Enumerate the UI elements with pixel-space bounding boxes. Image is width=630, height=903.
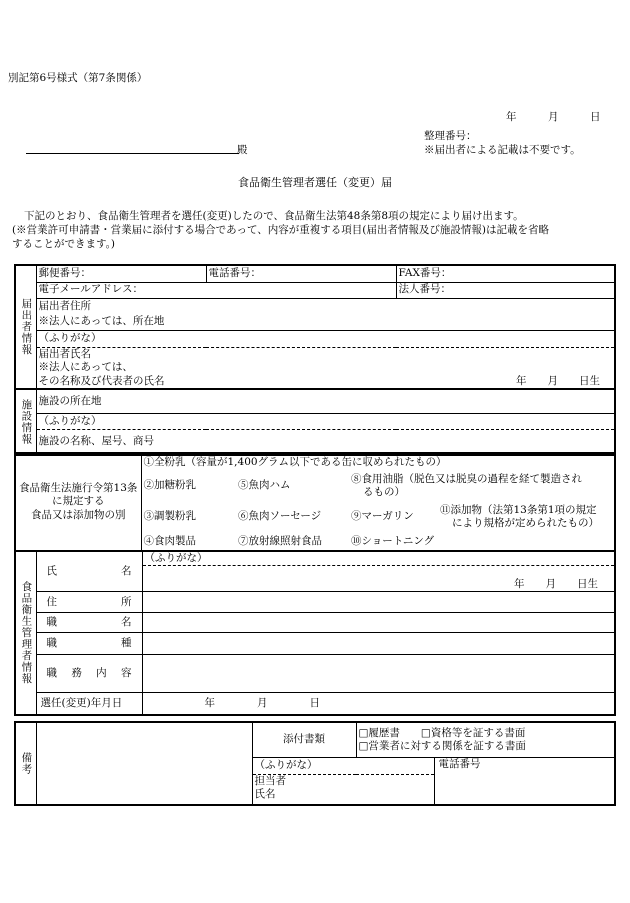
manager-job-type-field[interactable] xyxy=(142,633,615,655)
food-item-11-line1: ⑪添加物（法第13条第1項の規定 xyxy=(440,503,597,516)
applicant-name-row xyxy=(36,375,615,389)
food-item-3[interactable]: ③調製粉乳 xyxy=(143,510,196,523)
food-item-8-line2: るもの） xyxy=(363,486,405,498)
contact-name-field[interactable] xyxy=(252,774,434,805)
attachment-relation-checkbox[interactable]: □営業者に対する関係を証する書面 xyxy=(358,739,526,752)
reference-number-label: 整理番号： xyxy=(424,130,477,142)
remarks-section-label: 備考 xyxy=(15,722,36,805)
submission-date: 年 月 日 xyxy=(506,111,601,123)
applicant-name-label[interactable] xyxy=(36,347,615,375)
food-category-label xyxy=(15,453,141,551)
food-item-8[interactable] xyxy=(351,471,615,501)
food-item-11[interactable] xyxy=(438,501,615,533)
food-item-1[interactable]: ①全粉乳（容量が1,400グラム以下である缶に収められたもの） xyxy=(143,455,447,468)
manager-job-title-label: 職 名 xyxy=(36,613,142,633)
email-label[interactable]: 電子メールアドレス： xyxy=(36,282,396,298)
page-title: 食品衛生管理者選任（変更）届 xyxy=(238,176,392,189)
facility-furigana[interactable]: （ふりがな） xyxy=(36,413,615,429)
contact-name-line1: 担当者 xyxy=(254,774,286,787)
applicant-address-label[interactable]: 届出者住所 xyxy=(36,298,615,314)
intro-note: (※営業許可申請書・営業届に添付する場合であって、内容が重複する項目(届出者情報及び施設情報)は記載を省略 xyxy=(12,224,549,236)
facility-name-label[interactable]: 施設の名称、屋号、商号 xyxy=(36,429,615,455)
attachment-resume-checkbox[interactable]: □履歴書 □資格等を証する書面 xyxy=(358,726,526,739)
manager-address-field[interactable] xyxy=(142,592,615,613)
applicant-section-label: 届出者情報 xyxy=(15,265,36,389)
manager-table xyxy=(14,550,616,716)
food-item-5[interactable]: ⑤魚肉ハム xyxy=(238,479,291,492)
attachments-options[interactable] xyxy=(356,722,615,757)
contact-name-line2: 氏名 xyxy=(254,787,276,800)
food-label-line1: 食品衛生法施行令第13条 xyxy=(19,482,138,495)
food-item-8-line1: ⑧食用油脂（脱色又は脱臭の過程を経て製造され xyxy=(351,472,582,485)
manager-name-label: 氏 名 xyxy=(36,551,142,592)
manager-name-field[interactable] xyxy=(142,566,615,592)
applicant-name-line1: 届出者氏名 xyxy=(38,347,91,360)
food-item-7[interactable]: ⑦放射線照射食品 xyxy=(238,534,322,547)
food-category-table xyxy=(14,452,616,552)
manager-address-label: 住 所 xyxy=(36,592,142,613)
attachments-label: 添付書類 xyxy=(252,722,356,757)
form-number: 別記第6号様式（第7条関係） xyxy=(8,72,148,84)
manager-job-type-label: 職 種 xyxy=(36,633,142,655)
fax-label[interactable]: FAX番号： xyxy=(396,265,615,282)
applicant-birth-date: 年 月 日生 xyxy=(516,375,600,387)
intro-note-cont: することができます。) xyxy=(12,238,116,250)
applicant-facility-table xyxy=(14,264,616,456)
addressee-suffix: 殿 xyxy=(237,144,248,156)
manager-duties-field[interactable] xyxy=(142,655,615,693)
remarks-field[interactable] xyxy=(36,722,252,805)
food-label-line3: 食品又は添加物の別 xyxy=(31,508,126,521)
applicant-name-line2: ※法人にあっては、 xyxy=(38,360,133,373)
food-item-2[interactable]: ②加糖粉乳 xyxy=(143,479,196,492)
food-item-9[interactable]: ⑨マーガリン xyxy=(351,510,414,523)
food-item-4[interactable]: ④食肉製品 xyxy=(143,534,196,547)
appointment-date-label: 選任(変更)年月日 xyxy=(36,693,142,715)
contact-phone-label[interactable]: 電話番号 xyxy=(434,757,615,805)
manager-birth-date: 年 月 日生 xyxy=(514,578,598,590)
food-label-line2: に規定する xyxy=(52,495,105,508)
applicant-furigana[interactable]: （ふりがな） xyxy=(36,330,615,347)
food-item-10[interactable]: ⑩ショートニング xyxy=(351,534,435,547)
facility-section-label: 施設情報 xyxy=(15,389,36,455)
food-item-11-line2: により規格が定められたもの） xyxy=(452,517,599,529)
manager-section-label: 食品衛生管理者情報 xyxy=(15,551,36,715)
addressee-line xyxy=(26,153,239,154)
appointment-date-field[interactable]: 年 月 日 xyxy=(142,693,615,715)
contact-furigana[interactable]: （ふりがな） xyxy=(252,757,434,774)
manager-furigana[interactable]: （ふりがな） xyxy=(142,551,615,566)
intro-text: 下記のとおり、食品衛生管理者を選任(変更)したので、食品衛生法第48条第8項の規定により届け出ます。 xyxy=(24,210,524,222)
phone-label[interactable]: 電話番号： xyxy=(206,265,396,282)
applicant-name-line3: その名称及び代表者の氏名 xyxy=(38,375,165,387)
remarks-table xyxy=(14,721,616,806)
facility-location-label[interactable]: 施設の所在地 xyxy=(36,389,615,413)
corporate-number-label[interactable]: 法人番号： xyxy=(396,282,615,298)
manager-job-title-field[interactable] xyxy=(142,613,615,633)
postal-code-label[interactable]: 郵便番号： xyxy=(36,265,206,282)
manager-duties-label: 職 務 内 容 xyxy=(36,655,142,693)
applicant-address-note: ※法人にあっては、所在地 xyxy=(36,314,615,330)
reference-note: ※届出者による記載は不要です。 xyxy=(424,144,581,156)
food-item-6[interactable]: ⑥魚肉ソーセージ xyxy=(238,510,322,523)
